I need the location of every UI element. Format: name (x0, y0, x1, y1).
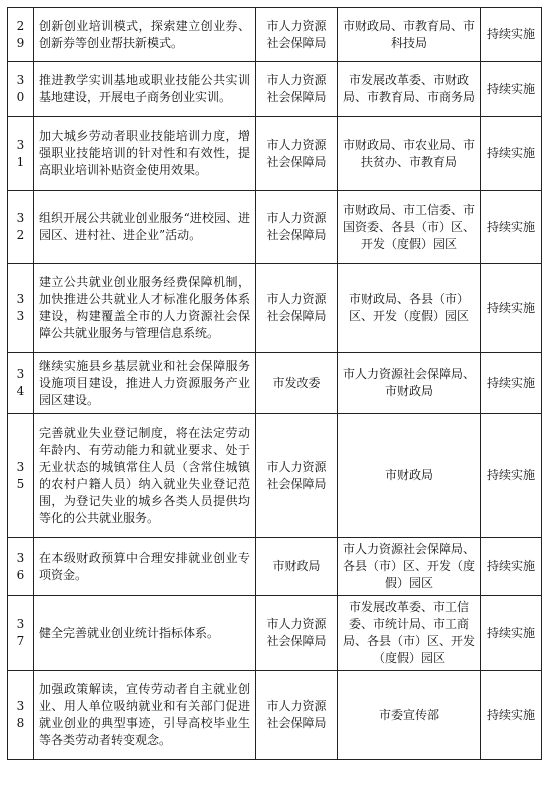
task-description: 继续实施县乡基层就业和社会保障服务设施项目建设，推进人力资源服务产业园区建设。 (34, 353, 256, 414)
table-row (8, 671, 542, 760)
row-number: 32 (8, 191, 34, 264)
policy-task-table (7, 7, 542, 760)
task-description: 推进教学实训基地或职业技能公共实训基地建设，开展电子商务创业实训。 (34, 62, 256, 117)
table-row (8, 191, 542, 264)
row-number: 35 (8, 414, 34, 538)
implementation-status: 持续实施 (481, 117, 542, 191)
cooperating-departments: 市财政局、各县（市）区、开发（度假）园区 (338, 264, 481, 353)
row-number: 36 (8, 538, 34, 596)
table-body (8, 8, 542, 760)
row-number: 29 (8, 8, 34, 62)
cooperating-departments: 市委宣传部 (338, 671, 481, 760)
row-number: 33 (8, 264, 34, 353)
lead-department: 市人力资源社会保障局 (256, 8, 338, 62)
cooperating-departments: 市人力资源社会保障局、市财政局 (338, 353, 481, 414)
row-number: 38 (8, 671, 34, 760)
row-number: 37 (8, 596, 34, 671)
task-description: 加强政策解读，宣传劳动者自主就业创业、用人单位吸纳就业和有关部门促进就业创业的典型事迹，引导高校毕业生等各类劳动者转变观念。 (34, 671, 256, 760)
task-description: 在本级财政预算中合理安排就业创业专项资金。 (34, 538, 256, 596)
task-description: 加大城乡劳动者职业技能培训力度，增强职业技能培训的针对性和有效性，提高职业培训补贴资金使用效果。 (34, 117, 256, 191)
implementation-status: 持续实施 (481, 414, 542, 538)
lead-department: 市人力资源社会保障局 (256, 62, 338, 117)
table-row (8, 414, 542, 538)
row-number: 30 (8, 62, 34, 117)
implementation-status: 持续实施 (481, 191, 542, 264)
lead-department: 市人力资源社会保障局 (256, 671, 338, 760)
cooperating-departments: 市人力资源社会保障局、各县（市）区、开发（度假）园区 (338, 538, 481, 596)
cooperating-departments: 市财政局 (338, 414, 481, 538)
lead-department: 市发改委 (256, 353, 338, 414)
table-row (8, 596, 542, 671)
lead-department: 市人力资源社会保障局 (256, 596, 338, 671)
lead-department: 市人力资源社会保障局 (256, 191, 338, 264)
cooperating-departments: 市财政局、市工信委、市国资委、各县（市）区、开发（度假）园区 (338, 191, 481, 264)
table-row (8, 117, 542, 191)
implementation-status: 持续实施 (481, 264, 542, 353)
task-description: 完善就业失业登记制度，将在法定劳动年龄内、有劳动能力和就业要求、处于无业状态的城镇常住人员（含常住城镇的农村户籍人员）纳入就业失业登记范围，为登记失业的城乡各类人员提供均等化的公共就业服务。 (34, 414, 256, 538)
table-row (8, 62, 542, 117)
table-row (8, 353, 542, 414)
table-row (8, 264, 542, 353)
table-row (8, 538, 542, 596)
table-row (8, 8, 542, 62)
row-number: 34 (8, 353, 34, 414)
row-number: 31 (8, 117, 34, 191)
cooperating-departments: 市财政局、市教育局、市科技局 (338, 8, 481, 62)
task-description: 组织开展公共就业创业服务“进校园、进园区、进村社、进企业”活动。 (34, 191, 256, 264)
implementation-status: 持续实施 (481, 538, 542, 596)
implementation-status: 持续实施 (481, 8, 542, 62)
lead-department: 市人力资源社会保障局 (256, 414, 338, 538)
implementation-status: 持续实施 (481, 596, 542, 671)
task-description: 建立公共就业创业服务经费保障机制，加快推进公共就业人才标准化服务体系建设，构建覆盖全市的人力资源社会保障公共就业服务与管理信息系统。 (34, 264, 256, 353)
cooperating-departments: 市发展改革委、市工信委、市统计局、市工商局、各县（市）区、开发（度假）园区 (338, 596, 481, 671)
implementation-status: 持续实施 (481, 353, 542, 414)
implementation-status: 持续实施 (481, 671, 542, 760)
task-description: 创新创业培训模式，探索建立创业券、创新券等创业帮扶新模式。 (34, 8, 256, 62)
lead-department: 市人力资源社会保障局 (256, 264, 338, 353)
implementation-status: 持续实施 (481, 62, 542, 117)
cooperating-departments: 市财政局、市农业局、市扶贫办、市教育局 (338, 117, 481, 191)
lead-department: 市财政局 (256, 538, 338, 596)
cooperating-departments: 市发展改革委、市财政局、市教育局、市商务局 (338, 62, 481, 117)
task-description: 健全完善就业创业统计指标体系。 (34, 596, 256, 671)
lead-department: 市人力资源社会保障局 (256, 117, 338, 191)
